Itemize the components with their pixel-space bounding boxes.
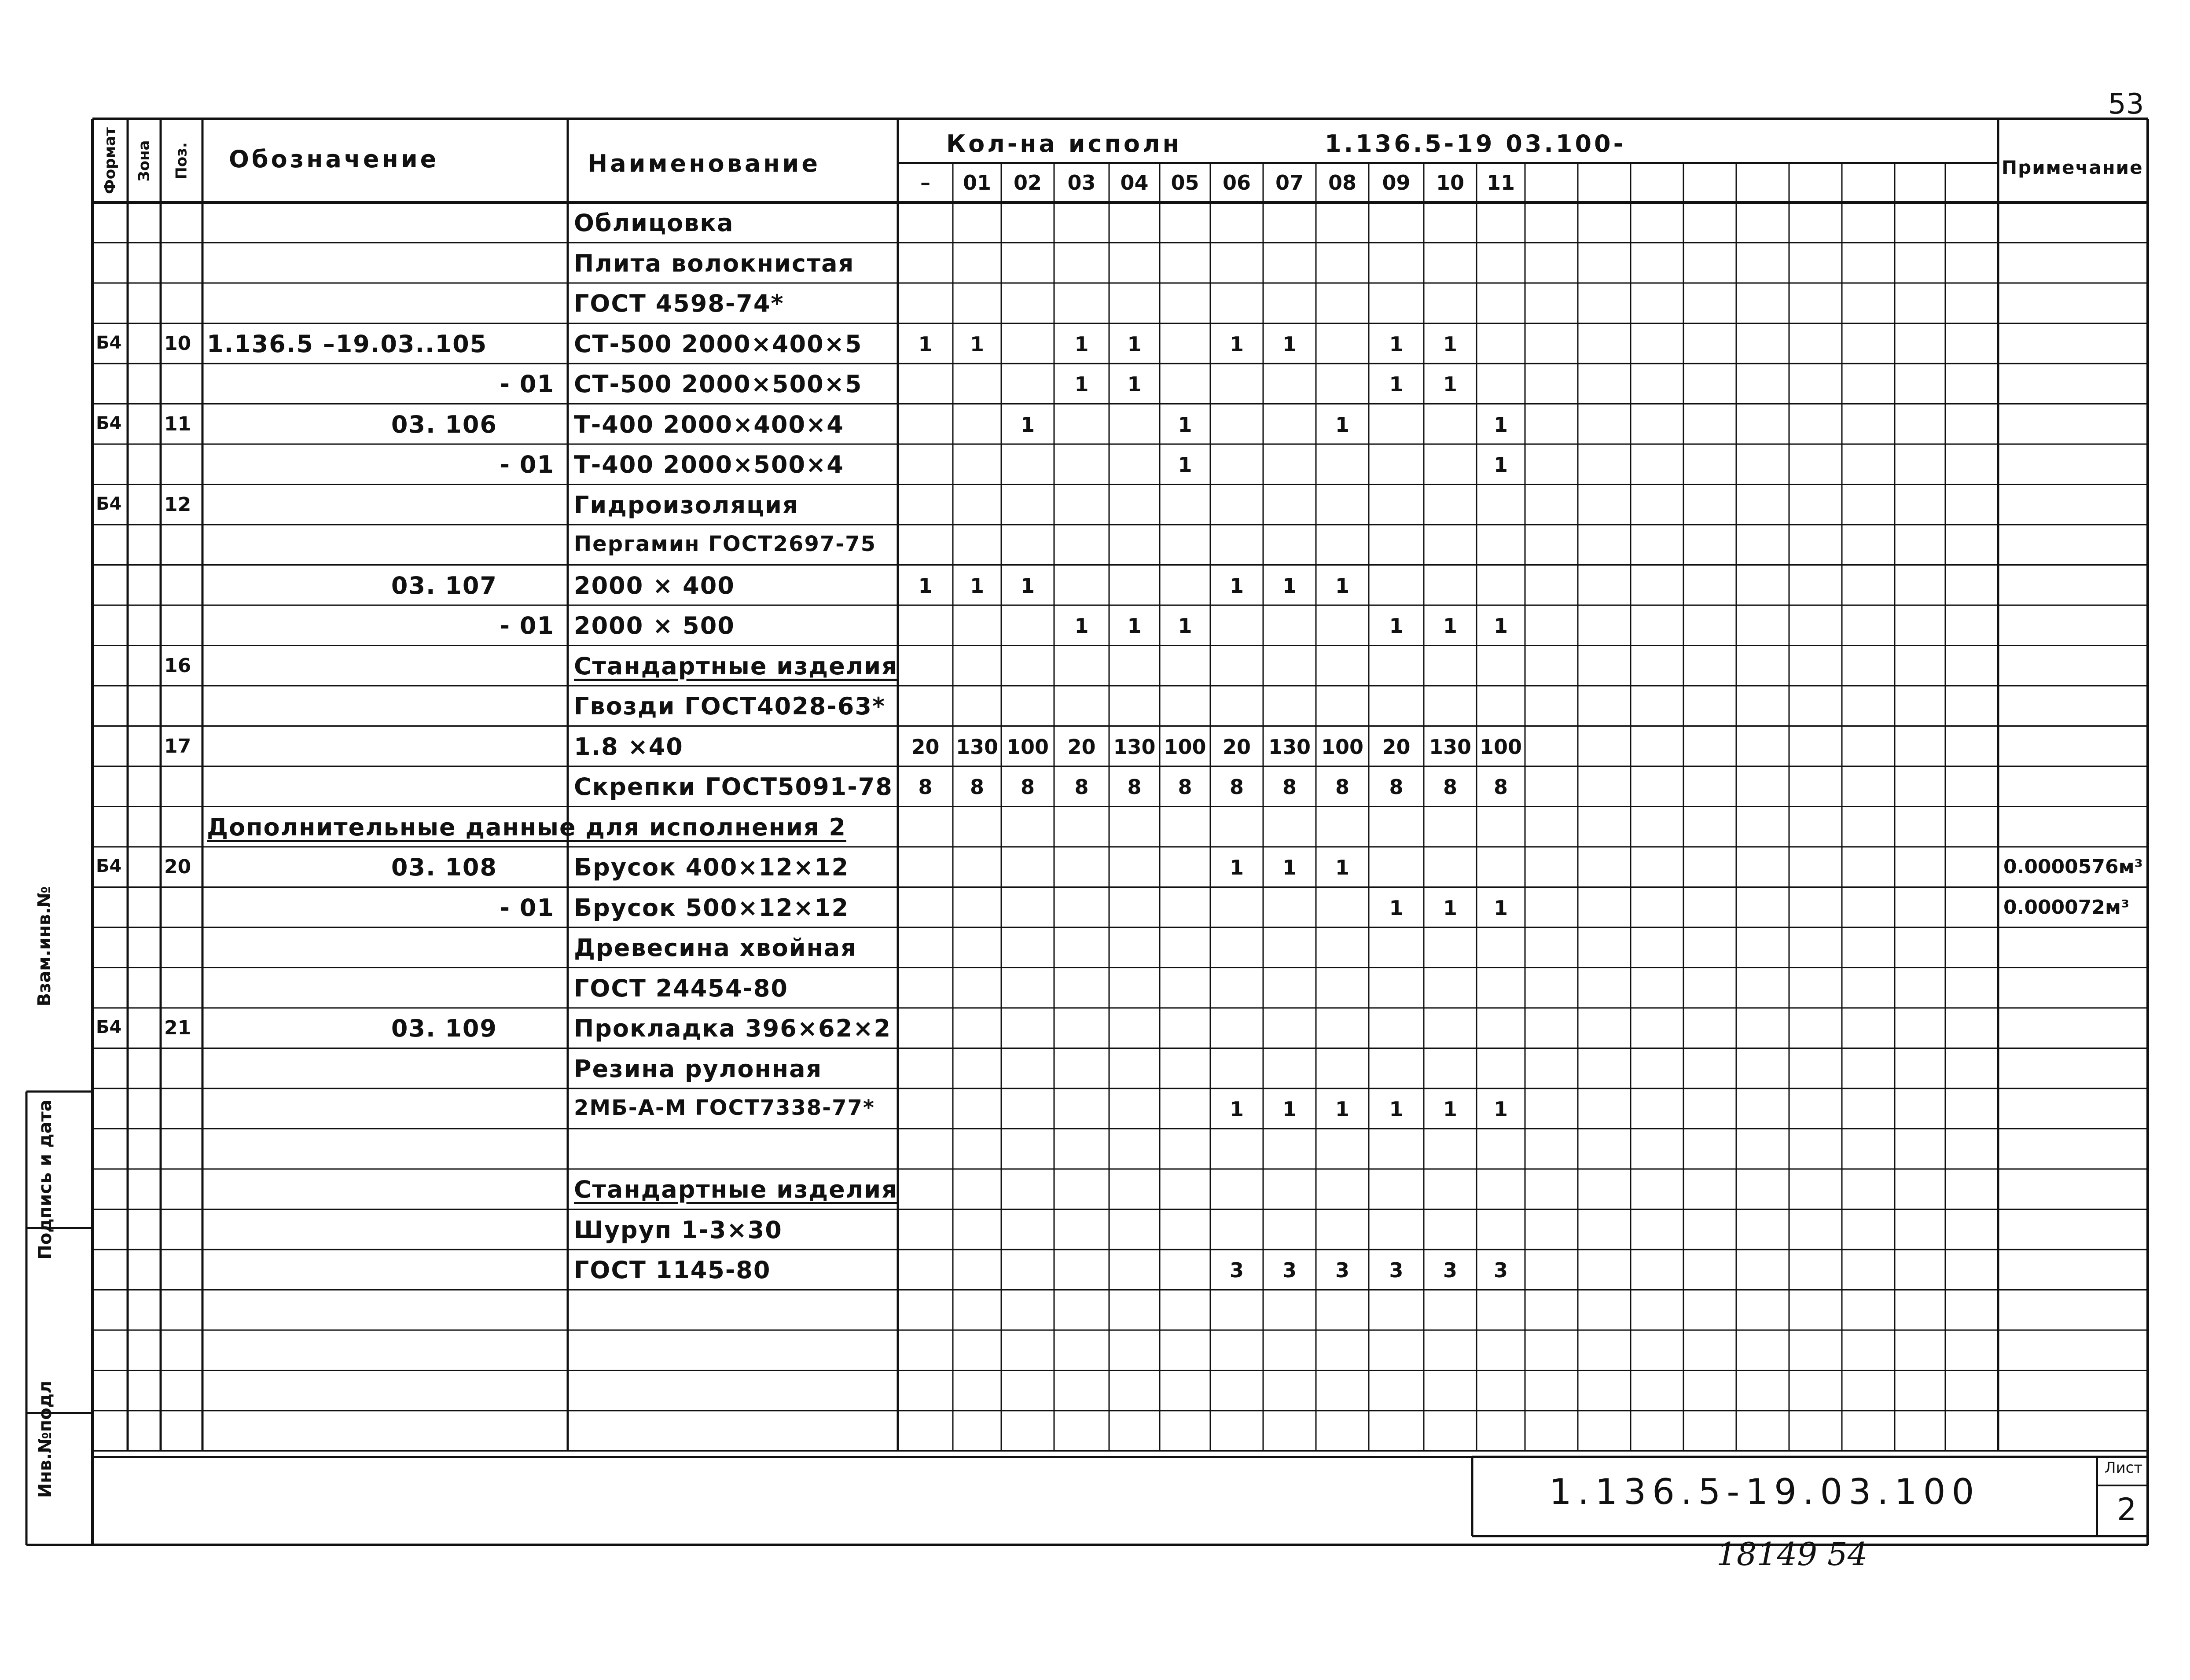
cell-name: Древесина хвойная (574, 934, 857, 962)
cell-designation: 03. 108 (391, 853, 497, 881)
cell-name: Облицовка (574, 209, 734, 237)
side-label-podpis: Подпись и дата (35, 1099, 55, 1260)
cell-qty: 3 (1493, 1258, 1508, 1282)
header-variant-1: 01 (963, 171, 991, 195)
cell-qty: 1 (1443, 372, 1457, 396)
cell-designation: - 01 (500, 893, 555, 922)
cell-note: 0.000072м³ (2003, 896, 2130, 919)
cell-qty: 1 (1282, 1097, 1297, 1121)
cell-name: ГОСТ 4598-74* (574, 290, 784, 317)
cell-qty: 1 (1282, 573, 1297, 598)
header-note: Примечание (2002, 157, 2143, 178)
cell-qty: 8 (970, 775, 984, 799)
cell-qty: 1 (1389, 1097, 1404, 1121)
cell-name: Брусок 500×12×12 (574, 893, 849, 922)
cell-qty: 100 (1006, 735, 1049, 759)
handwritten-note: 18149 54 (1716, 1536, 1868, 1573)
cell-qty: 1 (1443, 896, 1457, 920)
cell-pos: 17 (164, 735, 191, 757)
cell-name: Шуруп 1-3×30 (574, 1216, 783, 1244)
cell-format: Б4 (96, 332, 122, 353)
cell-qty: 1 (1493, 412, 1508, 437)
cell-format: Б4 (96, 413, 122, 434)
stamp-sheet-label: Лист (2105, 1459, 2143, 1477)
cell-name: Гидроизоляция (574, 491, 799, 519)
cell-qty: 130 (955, 735, 999, 759)
cell-designation: - 01 (500, 451, 555, 478)
cell-qty: 1 (1074, 372, 1089, 396)
side-label-vzam: Взам.инв.№ (34, 886, 55, 1007)
cell-qty: 8 (1493, 775, 1508, 799)
cell-name: Гвозди ГОСТ4028-63* (574, 692, 886, 720)
cell-name: 2МБ-А-М ГОСТ7338-77* (574, 1095, 875, 1120)
cell-format: Б4 (96, 856, 122, 876)
cell-qty: 8 (1127, 775, 1142, 799)
cell-qty: 8 (1282, 775, 1297, 799)
cell-qty: 100 (1164, 735, 1206, 759)
cell-qty: 130 (1429, 735, 1472, 759)
cell-qty: 1 (918, 573, 933, 598)
cell-qty: 1 (970, 332, 984, 356)
cell-qty: 3 (1335, 1258, 1349, 1282)
header-name: Наименование (588, 150, 821, 177)
cell-name: Брусок 400×12×12 (574, 853, 849, 881)
cell-qty: 1 (1074, 614, 1089, 638)
cell-qty: 1 (1229, 856, 1244, 879)
cell-qty: 1 (1127, 332, 1142, 356)
header-pos: Поз. (173, 142, 190, 180)
cell-qty: 20 (1067, 735, 1096, 759)
cell-span-note: Дополнительные данные для исполнения 2 (207, 813, 846, 841)
cell-pos: 12 (164, 493, 191, 516)
header-qty-title: Кол-на исполн (946, 130, 1182, 158)
cell-qty: 1 (1229, 1097, 1244, 1121)
header-format: Формат (101, 127, 119, 194)
cell-designation: 03. 109 (391, 1015, 497, 1042)
cell-qty: 1 (1493, 453, 1508, 477)
cell-qty: 1 (1389, 614, 1404, 638)
cell-qty: 20 (1222, 735, 1251, 759)
header-variant-4: 04 (1120, 171, 1149, 195)
cell-qty: 20 (1382, 735, 1411, 759)
cell-qty: 8 (1389, 775, 1404, 799)
cell-qty: 1 (1443, 1097, 1457, 1121)
header-variant-2: 02 (1013, 171, 1042, 195)
cell-qty: 3 (1389, 1258, 1404, 1282)
header-qty-code: 1.136.5-19 03.100- (1325, 130, 1626, 158)
cell-name: ГОСТ 1145-80 (574, 1256, 771, 1284)
stamp-code: 1.136.5-19.03.100 (1549, 1471, 1981, 1512)
page-number: 53 (2108, 88, 2144, 121)
cell-qty: 1 (1493, 614, 1508, 638)
cell-qty: 100 (1321, 735, 1364, 759)
cell-qty: 1 (1335, 573, 1349, 598)
cell-designation: 03. 107 (391, 571, 497, 599)
cell-qty: 1 (1229, 332, 1244, 356)
cell-qty: 8 (1074, 775, 1089, 799)
header-variant-3: 03 (1067, 171, 1096, 195)
cell-qty: 1 (1443, 332, 1457, 356)
cell-qty: 1 (1493, 1097, 1508, 1121)
cell-qty: 1 (1389, 896, 1404, 920)
cell-name: Стандартные изделия (574, 1176, 898, 1203)
cell-qty: 100 (1479, 735, 1522, 759)
cell-name: 2000 × 400 (574, 571, 735, 599)
cell-designation: - 01 (500, 612, 555, 640)
cell-qty: 1 (970, 573, 984, 598)
cell-qty: 8 (1335, 775, 1349, 799)
cell-name: Прокладка 396×62×2 (574, 1015, 892, 1042)
cell-pos: 20 (164, 856, 191, 878)
header-variant-10: 10 (1436, 171, 1464, 195)
cell-qty: 1 (1335, 856, 1349, 879)
cell-qty: 1 (1282, 332, 1297, 356)
cell-qty: 8 (1020, 775, 1035, 799)
cell-qty: 1 (1443, 614, 1457, 638)
header-zone: Зона (135, 140, 153, 181)
cell-format: Б4 (96, 493, 122, 514)
cell-name: 1.8 ×40 (574, 732, 683, 761)
cell-name: Т-400 2000×400×4 (574, 410, 844, 438)
cell-qty: 1 (1020, 573, 1035, 598)
cell-qty: 1 (1493, 896, 1508, 920)
cell-qty: 1 (1335, 1097, 1349, 1121)
cell-name: Т-400 2000×500×4 (574, 451, 844, 478)
cell-qty: 8 (1229, 775, 1244, 799)
cell-name: ГОСТ 24454-80 (574, 974, 789, 1002)
cell-name: Резина рулонная (574, 1055, 823, 1083)
header-variant-8: 08 (1328, 171, 1356, 195)
cell-name: Плита волокнистая (574, 249, 855, 277)
header-variant-7: 07 (1275, 171, 1304, 195)
cell-qty: 8 (918, 775, 933, 799)
cell-qty: 1 (1178, 412, 1192, 437)
cell-qty: 130 (1113, 735, 1156, 759)
stamp-sheet-number: 2 (2117, 1492, 2137, 1528)
cell-name: СТ-500 2000×500×5 (574, 370, 863, 398)
cell-name: Стандартные изделия (574, 652, 898, 680)
cell-pos: 10 (164, 332, 191, 355)
cell-pos: 21 (164, 1017, 191, 1039)
header-variant-0: – (920, 171, 930, 195)
cell-qty: 1 (1127, 372, 1142, 396)
cell-qty: 20 (911, 735, 940, 759)
cell-qty: 130 (1268, 735, 1311, 759)
cell-name: СТ-500 2000×400×5 (574, 330, 863, 358)
cell-qty: 1 (1389, 372, 1404, 396)
cell-note: 0.0000576м³ (2003, 856, 2143, 878)
cell-designation: 1.136.5 –19.03..105 (207, 330, 488, 358)
header-designation: Обозначение (229, 145, 439, 173)
cell-qty: 1 (1389, 332, 1404, 356)
cell-qty: 1 (1178, 453, 1192, 477)
cell-name: 2000 × 500 (574, 612, 735, 640)
cell-pos: 11 (164, 412, 191, 435)
cell-qty: 1 (918, 332, 933, 356)
cell-qty: 3 (1443, 1258, 1457, 1282)
header-variant-5: 05 (1171, 171, 1199, 195)
cell-qty: 8 (1178, 775, 1192, 799)
cell-qty: 1 (1074, 332, 1089, 356)
header-variant-11: 11 (1486, 171, 1515, 195)
cell-qty: 1 (1229, 573, 1244, 598)
cell-name: Пергамин ГОСТ2697-75 (574, 532, 876, 556)
header-variant-6: 06 (1222, 171, 1251, 195)
cell-pos: 16 (164, 654, 191, 677)
cell-qty: 8 (1443, 775, 1457, 799)
cell-qty: 1 (1282, 856, 1297, 879)
header-variant-9: 09 (1382, 171, 1411, 195)
cell-format: Б4 (96, 1017, 122, 1037)
side-label-inv-podl: Инв.№подл (35, 1380, 55, 1498)
cell-designation: 03. 106 (391, 410, 497, 438)
cell-qty: 1 (1335, 412, 1349, 437)
cell-designation: - 01 (500, 370, 555, 398)
cell-name: Скрепки ГОСТ5091-78 (574, 773, 893, 801)
cell-qty: 3 (1282, 1258, 1297, 1282)
cell-qty: 1 (1020, 412, 1035, 437)
cell-qty: 1 (1127, 614, 1142, 638)
cell-qty: 1 (1178, 614, 1192, 638)
cell-qty: 3 (1229, 1258, 1244, 1282)
